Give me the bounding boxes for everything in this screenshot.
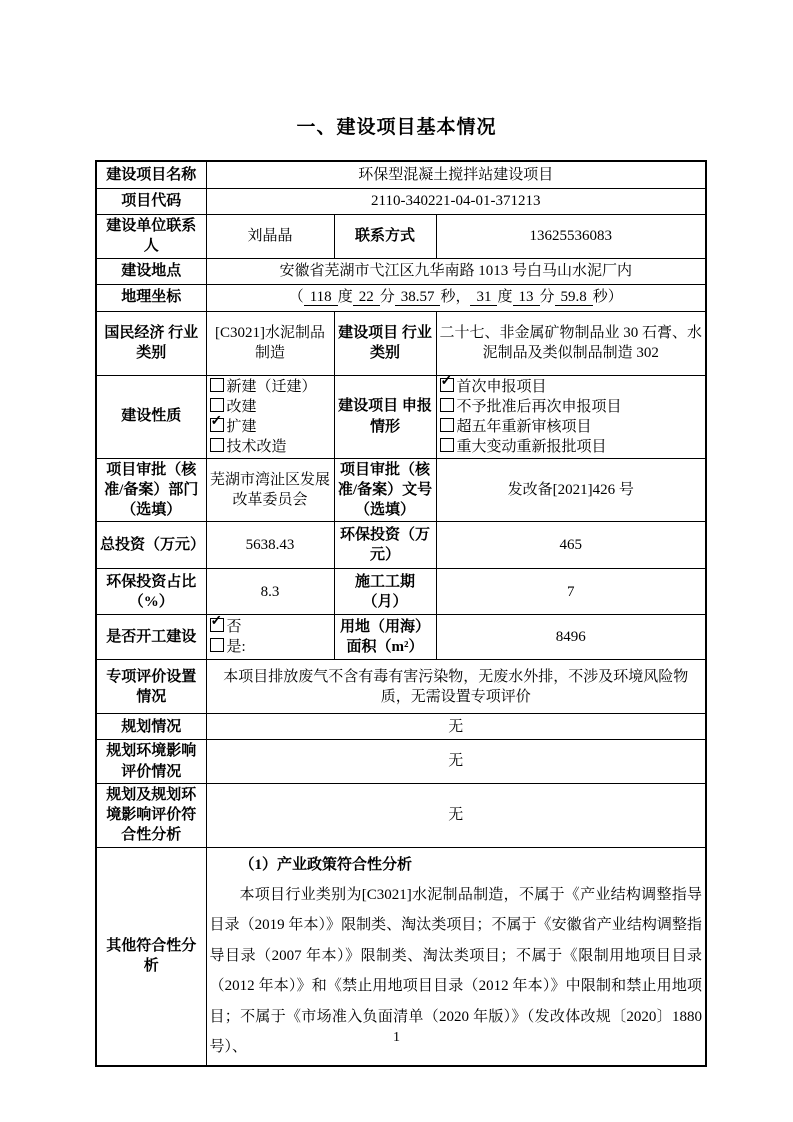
planning-conformity-value: 无: [206, 783, 706, 847]
page-title: 一、建设项目基本情况: [296, 117, 497, 138]
env-investment-label: 环保投资（万元）: [334, 522, 436, 569]
table-row: [96, 783, 706, 847]
table-row: [96, 714, 706, 740]
coord-lat-deg: 31: [470, 289, 497, 306]
started-label: 是否开工建设: [96, 615, 206, 660]
table-row: [96, 522, 706, 569]
build-period-value: 7: [436, 569, 706, 615]
project-name-label: 建设项目名称: [96, 161, 206, 189]
coord-unit: 度: [337, 289, 353, 306]
checkbox-label: 不予批准后再次申报项目: [456, 398, 622, 415]
declare-option: [440, 377, 703, 397]
checkbox-label: 扩建: [226, 418, 257, 435]
special-eval-value: 本项目排放废气不含有毒有害污染物，无废水外排，不涉及环境风险物质，无需设置专项评价: [206, 660, 706, 714]
planning-eia-label: 规划环境影响评价情况: [96, 740, 206, 784]
checkbox-label: 是:: [226, 639, 246, 656]
contact-value: 刘晶晶: [206, 215, 334, 259]
approval-dept-label: 项目审批（核准/备案）部门（选填）: [96, 458, 206, 522]
industry-label: 国民经济 行业类别: [96, 311, 206, 375]
table-row: [96, 189, 706, 215]
table-row: [96, 161, 706, 189]
nature-option: [210, 397, 331, 417]
coord-lon-min: 22: [353, 289, 380, 306]
coord-lat-min: 13: [513, 289, 540, 306]
industry-value: [C3021]水泥制品制造: [206, 311, 334, 375]
project-industry-label: 建设项目 行业类别: [334, 311, 436, 375]
special-eval-label: 专项评价设置情况: [96, 660, 206, 714]
table-row: [96, 375, 706, 458]
nature-options: [206, 375, 334, 458]
analysis-paragraph: 本项目行业类别为[C3021]水泥制品制造，不属于《产业结构调整指导目录（2019 年本）》限制类、淘汰类项目；不属于《安徽省产业结构调整指导目录（2007 年本）》限制类、淘汰类项目；不属于《限制用地项目目录（2012 年本）》和《禁止用地项目目录（2012 年本）》中限制和禁止用地项目；不属于《市场准入负面清单（2020 年版）》（发改体改规〔2020〕1880 号）、: [209, 886, 703, 1055]
table-row: [96, 740, 706, 784]
env-ratio-value: 8.3: [206, 569, 334, 615]
table-row: [96, 615, 706, 660]
checkbox-icon: [440, 378, 454, 392]
checkbox-icon: [440, 438, 454, 452]
project-industry-value: 二十七、非金属矿物制品业 30 石膏、水泥制品及类似制品制造 302: [436, 311, 706, 375]
approval-dept-value: 芜湖市湾沚区发展改革委员会: [206, 458, 334, 522]
approval-doc-value: 发改备[2021]426 号: [436, 458, 706, 522]
table-row: [96, 215, 706, 259]
table-row: [96, 660, 706, 714]
coord-lon-deg: 118: [304, 289, 338, 306]
project-code-value: 2110-340221-04-01-371213: [206, 189, 706, 215]
declare-label: 建设项目 申报情形: [334, 375, 436, 458]
land-area-value: 8496: [436, 615, 706, 660]
nature-option: [210, 377, 331, 397]
checkbox-icon: [440, 398, 454, 412]
checkbox-label: 改建: [226, 398, 257, 415]
approval-doc-label: 项目审批（核准/备案）文号（选填）: [334, 458, 436, 522]
table-row: [96, 458, 706, 522]
build-period-label: 施工工期（月）: [334, 569, 436, 615]
coord-unit: 分: [379, 289, 395, 306]
declare-options: [436, 375, 706, 458]
project-code-label: 项目代码: [96, 189, 206, 215]
table-row: [96, 258, 706, 284]
checkbox-icon: [210, 378, 224, 392]
checkbox-label: 技术改造: [226, 438, 287, 455]
started-option: [210, 637, 331, 657]
coord-unit: 度: [497, 289, 513, 306]
env-investment-value: 465: [436, 522, 706, 569]
nature-label: 建设性质: [96, 375, 206, 458]
table-row: [96, 284, 706, 311]
planning-eia-value: 无: [206, 740, 706, 784]
coord-unit: 分: [539, 289, 555, 306]
checkbox-icon: [440, 418, 454, 432]
started-option: [210, 617, 331, 637]
checkbox-label: 重大变动重新报批项目: [456, 438, 607, 455]
page-number: 1: [393, 1030, 400, 1045]
checkbox-icon: [210, 638, 224, 652]
checkbox-label: 超五年重新审核项目: [456, 418, 592, 435]
table-row: [96, 311, 706, 375]
coordinates-value: [206, 284, 706, 311]
contact-phone-label: 联系方式: [334, 215, 436, 259]
location-label: 建设地点: [96, 258, 206, 284]
coord-open: （: [288, 289, 304, 306]
coord-unit: 秒）: [592, 289, 623, 306]
basic-info-table: [95, 160, 707, 1067]
other-conformity-label: 其他符合性分析: [96, 847, 206, 1066]
env-ratio-label: 环保投资占比（%）: [96, 569, 206, 615]
checkbox-icon: [210, 618, 224, 632]
checkbox-label: 首次申报项目: [456, 378, 547, 395]
checkbox-icon: [210, 398, 224, 412]
project-name-value: 环保型混凝土搅拌站建设项目: [206, 161, 706, 189]
nature-option: [210, 437, 331, 457]
table-row: [96, 569, 706, 615]
declare-option: [440, 417, 703, 437]
contact-phone-value: 13625536083: [436, 215, 706, 259]
declare-option: [440, 437, 703, 457]
total-investment-value: 5638.43: [206, 522, 334, 569]
coord-lon-sec: 38.57: [395, 289, 441, 306]
total-investment-label: 总投资（万元）: [96, 522, 206, 569]
coord-lat-sec: 59.8: [555, 289, 593, 306]
nature-option: [210, 417, 331, 437]
analysis-heading: （1）产业政策符合性分析: [239, 856, 413, 873]
contact-label: 建设单位联系人: [96, 215, 206, 259]
planning-value: 无: [206, 714, 706, 740]
checkbox-icon: [210, 438, 224, 452]
coordinates-label: 地理坐标: [96, 284, 206, 311]
location-value: 安徽省芜湖市弋江区九华南路 1013 号白马山水泥厂内: [206, 258, 706, 284]
started-options: [206, 615, 334, 660]
planning-conformity-label: 规划及规划环境影响评价符合性分析: [96, 783, 206, 847]
checkbox-icon: [210, 418, 224, 432]
checkbox-label: 否: [226, 619, 242, 636]
planning-label: 规划情况: [96, 714, 206, 740]
land-area-label: 用地（用海）面积（m²）: [334, 615, 436, 660]
declare-option: [440, 397, 703, 417]
checkbox-label: 新建（迁建）: [226, 378, 317, 395]
coord-unit: 秒，: [440, 289, 471, 306]
